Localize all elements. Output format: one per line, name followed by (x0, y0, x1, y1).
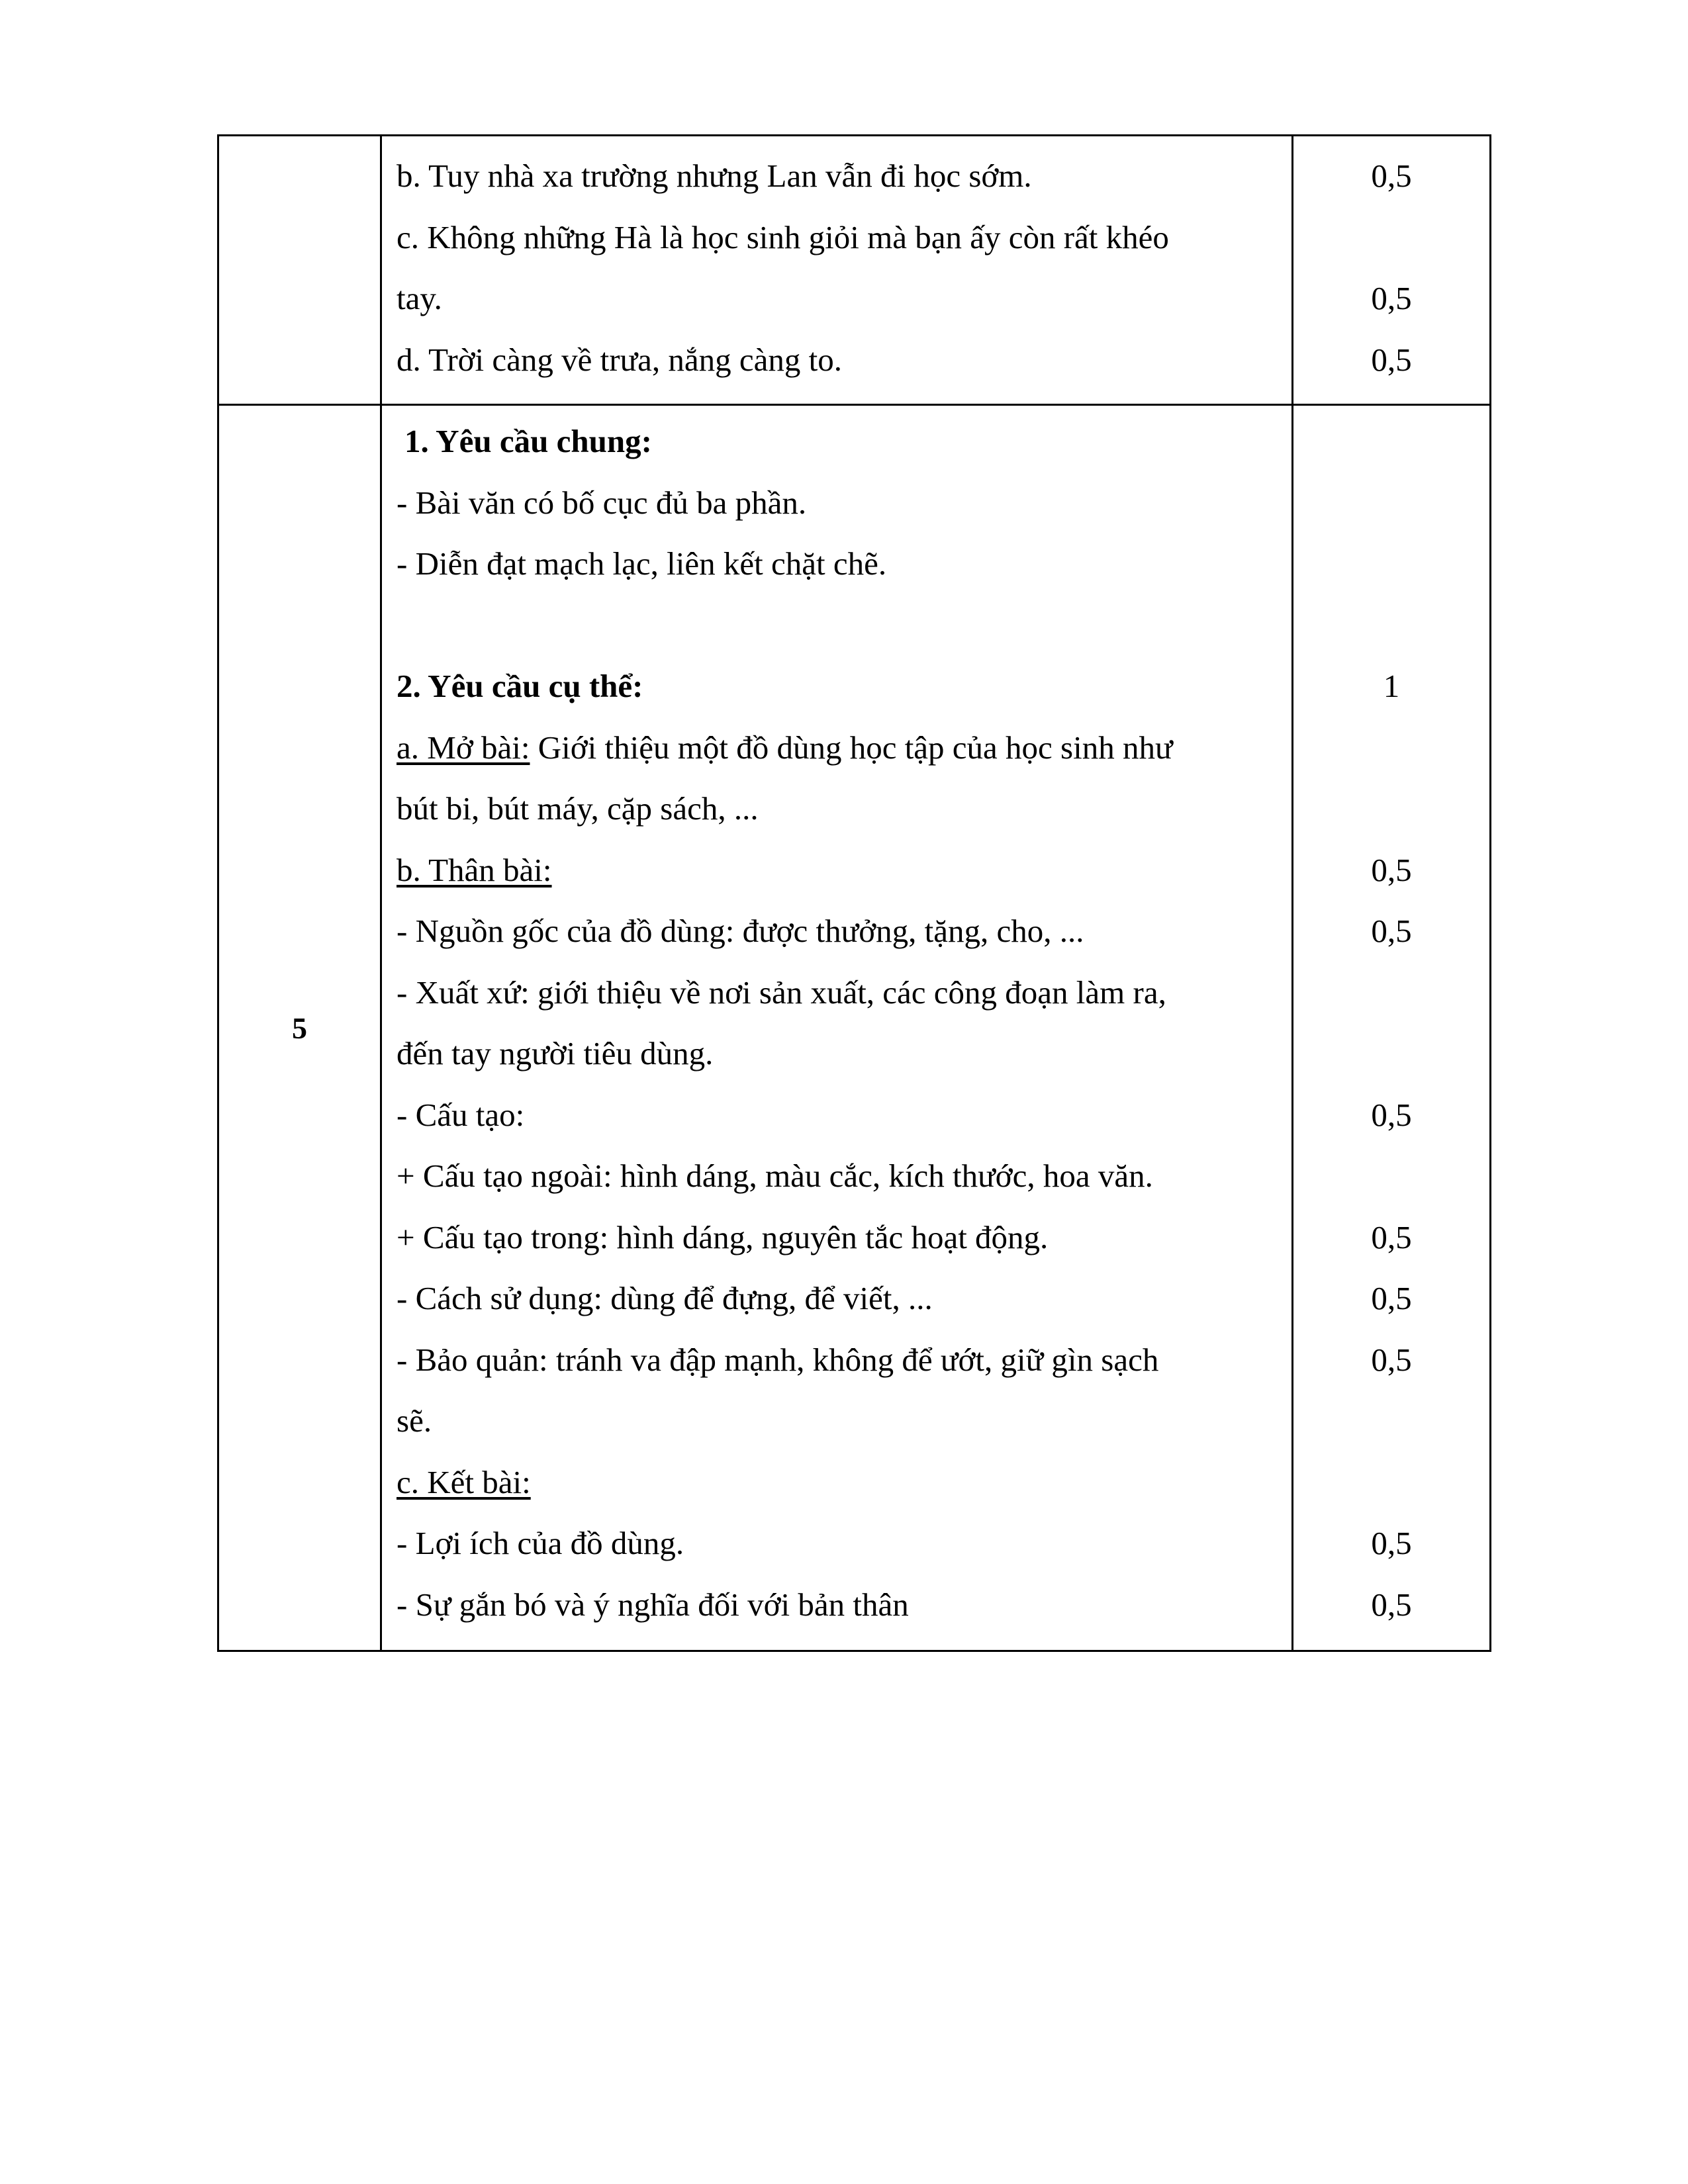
answer-line: - Nguồn gốc của đồ dùng: được thưởng, tặng, cho, ... (397, 913, 1084, 949)
score-value: 1 (1383, 668, 1400, 704)
answer-line: - Xuất xứ: giới thiệu về nơi sản xuất, các công đoạn làm ra, (397, 974, 1166, 1011)
score-value (1293, 1390, 1489, 1452)
subsection-label: b. Thân bài: (397, 851, 552, 888)
score-value (1293, 962, 1489, 1024)
answer-line: sẽ. (397, 1402, 432, 1439)
table-row (218, 405, 1491, 1651)
answer-line: tay. (397, 280, 442, 316)
answer-content-cell (381, 405, 1293, 1651)
score-cell (1293, 405, 1491, 1651)
score-value: 0,5 (1371, 1341, 1412, 1378)
score-value: 0,5 (1371, 158, 1412, 194)
answer-line: - Bảo quản: tránh va đập mạnh, không để ướt, giữ gìn sạch (397, 1341, 1159, 1378)
answer-line: - Bài văn có bố cục đủ ba phần. (397, 484, 807, 521)
score-value: 0,5 (1371, 1096, 1412, 1133)
score-value (1293, 533, 1489, 595)
score-value (1293, 1452, 1489, 1514)
section-heading: 1. Yêu cầu chung: (404, 423, 652, 459)
answer-text: Giới thiệu một đồ dùng học tập của học sinh như (530, 729, 1173, 766)
score-value: 0,5 (1371, 913, 1412, 949)
score-value (1293, 595, 1489, 657)
answer-line: - Cấu tạo: (397, 1096, 525, 1133)
answer-line: - Lợi ích của đồ dùng. (397, 1525, 684, 1561)
answer-line (382, 717, 1291, 779)
score-value: 0,5 (1371, 1280, 1412, 1316)
score-value (1293, 473, 1489, 534)
blank-line (382, 595, 1291, 657)
answer-line: - Cách sử dụng: dùng để đựng, để viết, ... (397, 1280, 933, 1316)
score-value (1293, 717, 1489, 779)
answer-line: - Diễn đạt mạch lạc, liên kết chặt chẽ. (397, 545, 887, 582)
answer-line: b. Tuy nhà xa trường nhưng Lan vẫn đi học sớm. (397, 158, 1032, 194)
score-value (1293, 207, 1489, 269)
table-row (218, 136, 1491, 405)
answer-line: đến tay người tiêu dùng. (397, 1035, 714, 1071)
score-value (1293, 778, 1489, 840)
question-number-cell: 5 (218, 405, 381, 1651)
score-value: 0,5 (1371, 1586, 1412, 1623)
subsection-label: c. Kết bài: (397, 1463, 531, 1500)
answer-line: d. Trời càng về trưa, nắng càng to. (397, 341, 843, 378)
score-value (1293, 411, 1489, 473)
score-value: 0,5 (1371, 341, 1412, 378)
score-value (1293, 1146, 1489, 1207)
question-number-cell (218, 136, 381, 405)
grading-table (217, 134, 1491, 1652)
answer-line (382, 840, 1291, 901)
answer-line: bút bi, bút máy, cặp sách, ... (397, 790, 759, 827)
score-cell (1293, 136, 1491, 405)
answer-line (382, 1452, 1291, 1514)
score-value: 0,5 (1371, 851, 1412, 888)
answer-content-cell (381, 136, 1293, 405)
answer-line: - Sự gắn bó và ý nghĩa đối với bản thân (397, 1586, 909, 1623)
answer-line: + Cấu tạo ngoài: hình dáng, màu cắc, kích thước, hoa văn. (397, 1158, 1153, 1194)
subsection-label: a. Mở bài: (397, 729, 530, 766)
answer-line: + Cấu tạo trong: hình dáng, nguyên tắc hoạt động. (397, 1218, 1049, 1255)
score-value (1293, 1023, 1489, 1085)
score-value: 0,5 (1371, 1525, 1412, 1561)
score-value: 0,5 (1371, 1218, 1412, 1255)
answer-line: c. Không những Hà là học sinh giỏi mà bạn ấy còn rất khéo (397, 218, 1169, 255)
score-value: 0,5 (1371, 280, 1412, 316)
section-heading: 2. Yêu cầu cụ thể: (397, 668, 643, 704)
